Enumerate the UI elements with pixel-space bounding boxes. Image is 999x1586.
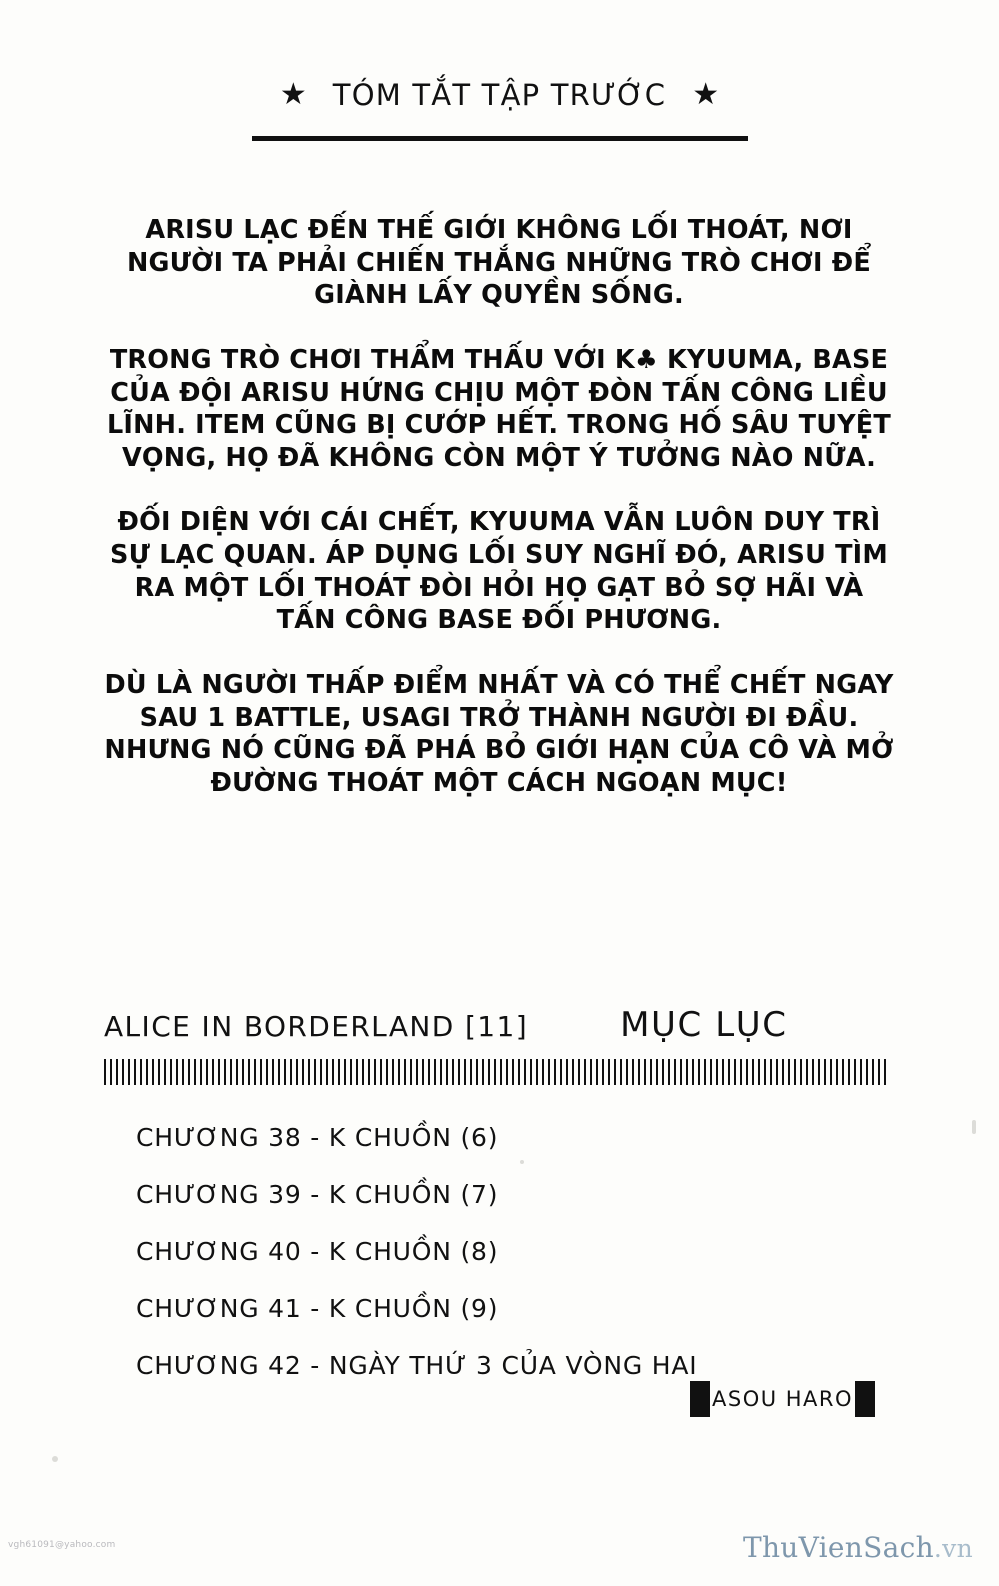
email-watermark: vgh61091@yahoo.com	[8, 1540, 116, 1550]
barcode-divider	[104, 1059, 886, 1085]
stamp-block-right	[855, 1381, 875, 1417]
paper-speckle	[52, 1456, 58, 1462]
page-title: TÓM TẮT TẬP TRƯỚC	[332, 78, 667, 112]
star-icon-right: ★	[692, 77, 720, 112]
list-item[interactable]: CHƯƠNG 40 - K CHUỒN (8)	[136, 1237, 499, 1266]
author-name: ASOU HARO	[712, 1387, 854, 1411]
watermark-main: ThuVienSach	[743, 1531, 934, 1564]
star-icon-left: ★	[279, 77, 307, 112]
watermark-suffix: .vn	[933, 1534, 973, 1563]
header-divider	[252, 136, 748, 141]
summary-paragraph: DÙ LÀ NGƯỜI THẤP ĐIỂM NHẤT VÀ CÓ THỂ CHẾT NGAY SAU 1 BATTLE, USAGI TRỞ THÀNH NGƯỜI ĐI ĐẦU. NHƯNG NÓ CŨNG ĐÃ PHÁ BỎ GIỚI HẠN CỦA CÔ VÀ MỞ ĐƯỜNG THOÁT MỘT CÁCH NGOẠN MỤC!	[104, 669, 894, 798]
contents-header	[104, 1005, 899, 1045]
summary-paragraph: ARISU LẠC ĐẾN THẾ GIỚI KHÔNG LỐI THOÁT, NƠI NGƯỜI TA PHẢI CHIẾN THẮNG NHỮNG TRÒ CHƠI ĐỂ GIÀNH LẤY QUYỀN SỐNG.	[127, 215, 871, 311]
list-item[interactable]: CHƯƠNG 39 - K CHUỒN (7)	[136, 1180, 499, 1209]
list-item[interactable]: CHƯƠNG 41 - K CHUỒN (9)	[136, 1294, 499, 1323]
header-row	[0, 78, 999, 112]
paper-speckle	[520, 1160, 524, 1164]
author-stamp	[690, 1381, 875, 1417]
page-header	[0, 78, 999, 141]
summary-paragraph: TRONG TRÒ CHƠI THẨM THẤU VỚI K♣ KYUUMA, BASE CỦA ĐỘI ARISU HỨNG CHỊU MỘT ĐÒN TẤN CÔNG LIỀU LĨNH. ITEM CŨNG BỊ CƯỚP HẾT. TRONG HỐ SÂU TUYỆT VỌNG, HỌ ĐÃ KHÔNG CÒN MỘT Ý TƯỞNG NÀO NỮA.	[106, 344, 892, 473]
table-of-contents	[104, 1005, 899, 1408]
summary-text	[104, 214, 894, 799]
site-watermark	[743, 1531, 973, 1564]
stamp-block-left	[690, 1381, 710, 1417]
list-item[interactable]: CHƯƠNG 42 - NGÀY THỨ 3 CỦA VÒNG HAI	[136, 1351, 698, 1380]
summary-paragraph: ĐỐI DIỆN VỚI CÁI CHẾT, KYUUMA VẪN LUÔN DUY TRÌ SỰ LẠC QUAN. ÁP DỤNG LỐI SUY NGHĨ ĐÓ, ARISU TÌM RA MỘT LỐI THOÁT ĐÒI HỎI HỌ GẠT BỎ SỢ HÃI VÀ TẤN CÔNG BASE ĐỐI PHƯƠNG.	[110, 507, 888, 636]
volume-title: ALICE IN BORDERLAND [11]	[104, 1010, 529, 1043]
toc-title: MỤC LỤC	[620, 1005, 788, 1045]
paper-speckle	[972, 1120, 976, 1134]
list-item[interactable]: CHƯƠNG 38 - K CHUỒN (6)	[136, 1123, 499, 1152]
chapter-list	[104, 1123, 899, 1380]
